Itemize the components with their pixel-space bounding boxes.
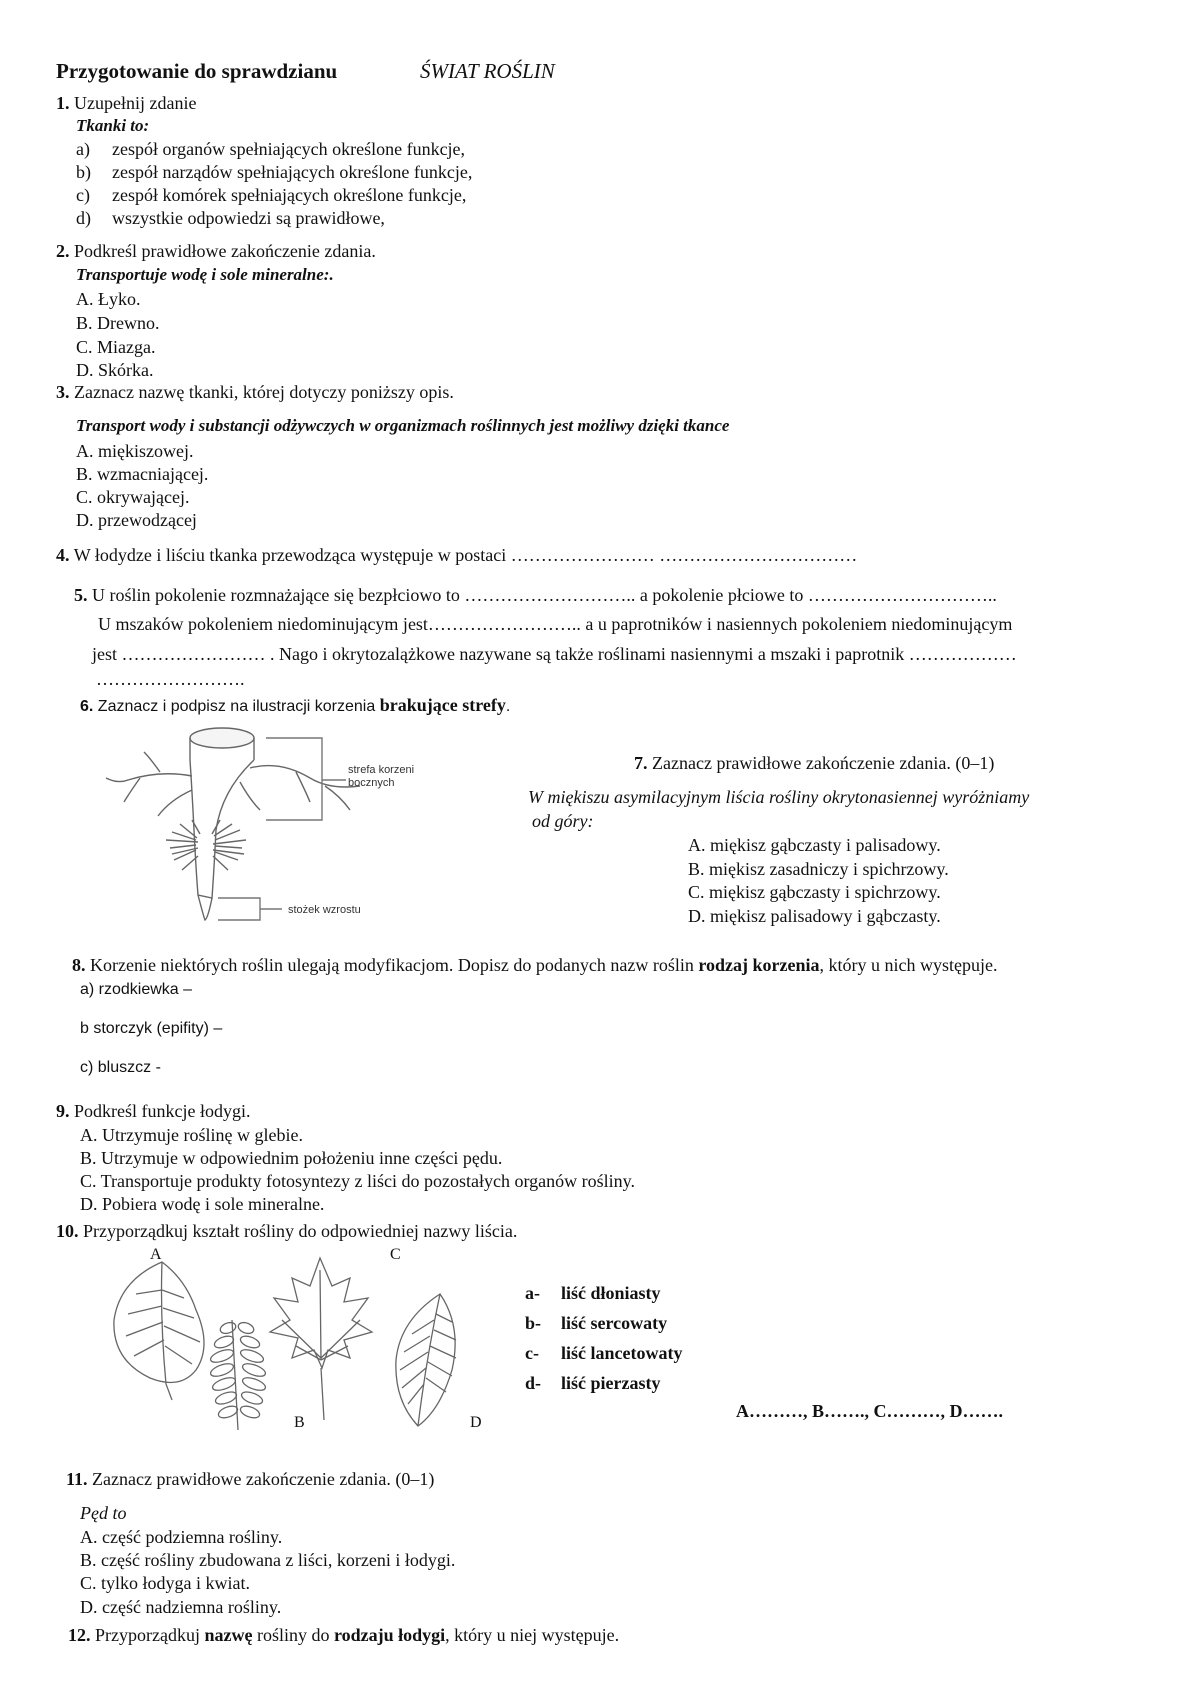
q1-option: a) zespół organów spełniających określone funkcje, — [76, 139, 466, 159]
q3-option: A. miękiszowej. — [76, 441, 194, 461]
q3-option: D. przewodzącej — [76, 510, 197, 530]
page-subtitle: ŚWIAT ROŚLIN — [420, 59, 555, 83]
q9-prompt: 9. Podkreśl funkcje łodygi. — [56, 1101, 251, 1121]
q7-stem: W miękiszu asymilacyjnym liścia rośliny okrytonasiennej wyróżniamy — [528, 787, 1030, 807]
q11-stem: Pęd to — [80, 1503, 127, 1523]
q1-prompt: 1. Uzupełnij zdanie — [56, 93, 197, 113]
leaves-illustration — [100, 1250, 490, 1440]
q8-item: b storczyk (epifity) – — [80, 1020, 223, 1037]
q1-stem: Tkanki to: — [76, 116, 150, 135]
q10-prompt: 10. Przyporządkuj kształt rośliny do odpowiedniej nazwy liścia. — [56, 1221, 518, 1241]
q3-stem: Transport wody i substancji odżywczych w organizmach roślinnych jest możliwy dzięki tkance — [76, 416, 730, 435]
q2-option: A. Łyko. — [76, 289, 141, 309]
q1-option: c) zespół komórek spełniających określone funkcje, — [76, 185, 467, 205]
q10-option: c- liść lancetowaty — [525, 1343, 683, 1363]
q1-option: d) wszystkie odpowiedzi są prawidłowe, — [76, 208, 385, 228]
q9-option: D. Pobiera wodę i sole mineralne. — [80, 1194, 325, 1214]
leaf-letter: A — [150, 1246, 162, 1263]
q10-option: d- liść pierzasty — [525, 1373, 661, 1393]
q7-option: D. miękisz palisadowy i gąbczasty. — [688, 906, 941, 926]
q2-option: D. Skórka. — [76, 360, 154, 380]
leaf-letter: B — [294, 1414, 305, 1431]
q2-option: B. Drewno. — [76, 313, 160, 333]
root-illustration — [100, 720, 430, 930]
q9-option: B. Utrzymuje w odpowiednim położeniu inne części pędu. — [80, 1148, 503, 1168]
page-title: Przygotowanie do sprawdzianu — [56, 59, 338, 83]
root-label-cone: stożek wzrostu — [288, 904, 361, 916]
q5-line: 5. U roślin pokolenie rozmnażające się bezpłciowo to ……………………….. a pokolenie płciowe to ………………………….. — [74, 585, 997, 605]
q11-option: B. część rośliny zbudowana z liści, korzeni i łodygi. — [80, 1550, 456, 1570]
q6-prompt: 6. Zaznacz i podpisz na ilustracji korzenia brakujące strefy. — [80, 695, 511, 715]
q8-item: a) rzodkiewka – — [80, 981, 193, 998]
q3-option: C. okrywającej. — [76, 487, 190, 507]
q3-option: B. wzmacniającej. — [76, 464, 209, 484]
q2-prompt: 2. Podkreśl prawidłowe zakończenie zdania. — [56, 241, 376, 261]
q12-prompt: 12. Przyporządkuj nazwę rośliny do rodzaju łodygi, który u niej występuje. — [68, 1625, 620, 1645]
root-label-lateral: strefa korzeni bocznych — [348, 764, 415, 789]
q11-option: C. tylko łodyga i kwiat. — [80, 1573, 250, 1593]
q11-option: A. część podziemna rośliny. — [80, 1527, 283, 1547]
q2-stem: Transportuje wodę i sole mineralne:. — [76, 265, 334, 284]
q7-option: B. miękisz zasadniczy i spichrzowy. — [688, 859, 949, 879]
q4-prompt: 4. W łodydze i liściu tkanka przewodząca występuje w postaci …………………… …………………………… — [56, 545, 858, 565]
q11-option: D. część nadziemna rośliny. — [80, 1597, 282, 1617]
q11-prompt: 11. Zaznacz prawidłowe zakończenie zdania. (0–1) — [66, 1469, 435, 1489]
q10-option: b- liść sercowaty — [525, 1313, 668, 1333]
leaf-letter: C — [390, 1246, 401, 1263]
q8-item: c) bluszcz - — [80, 1059, 161, 1076]
q7-option: A. miękisz gąbczasty i palisadowy. — [688, 835, 941, 855]
q3-prompt: 3. Zaznacz nazwę tkanki, której dotyczy poniższy opis. — [56, 382, 454, 402]
q5-line: jest …………………… . Nago i okrytozalążkowe nazywane są także roślinami nasiennymi a mszaki i paprotnik ……………… — [92, 644, 1017, 664]
q2-option: C. Miazga. — [76, 337, 156, 357]
q10-answer-line: A………, B……., C………, D……. — [736, 1401, 1004, 1421]
q8-prompt: 8. Korzenie niektórych roślin ulegają modyfikacjom. Dopisz do podanych nazw roślin rodzaj korzenia, który u nich występuje. — [72, 955, 998, 975]
q7-stem: od góry: — [532, 811, 594, 831]
q10-option: a- liść dłoniasty — [525, 1283, 661, 1303]
q5-line: ……………………. — [96, 669, 245, 689]
q1-option: b) zespół narządów spełniających określone funkcje, — [76, 162, 473, 182]
q5-line: U mszaków pokoleniem niedominującym jest…………………….. a u paprotników i nasiennych pokoleniem niedominującym — [98, 614, 1013, 634]
q9-option: C. Transportuje produkty fotosyntezy z liści do pozostałych organów rośliny. — [80, 1171, 635, 1191]
q7-option: C. miękisz gąbczasty i spichrzowy. — [688, 882, 941, 902]
leaf-letter: D — [470, 1414, 482, 1431]
q7-prompt: 7. Zaznacz prawidłowe zakończenie zdania. (0–1) — [634, 753, 995, 773]
q9-option: A. Utrzymuje roślinę w glebie. — [80, 1125, 303, 1145]
